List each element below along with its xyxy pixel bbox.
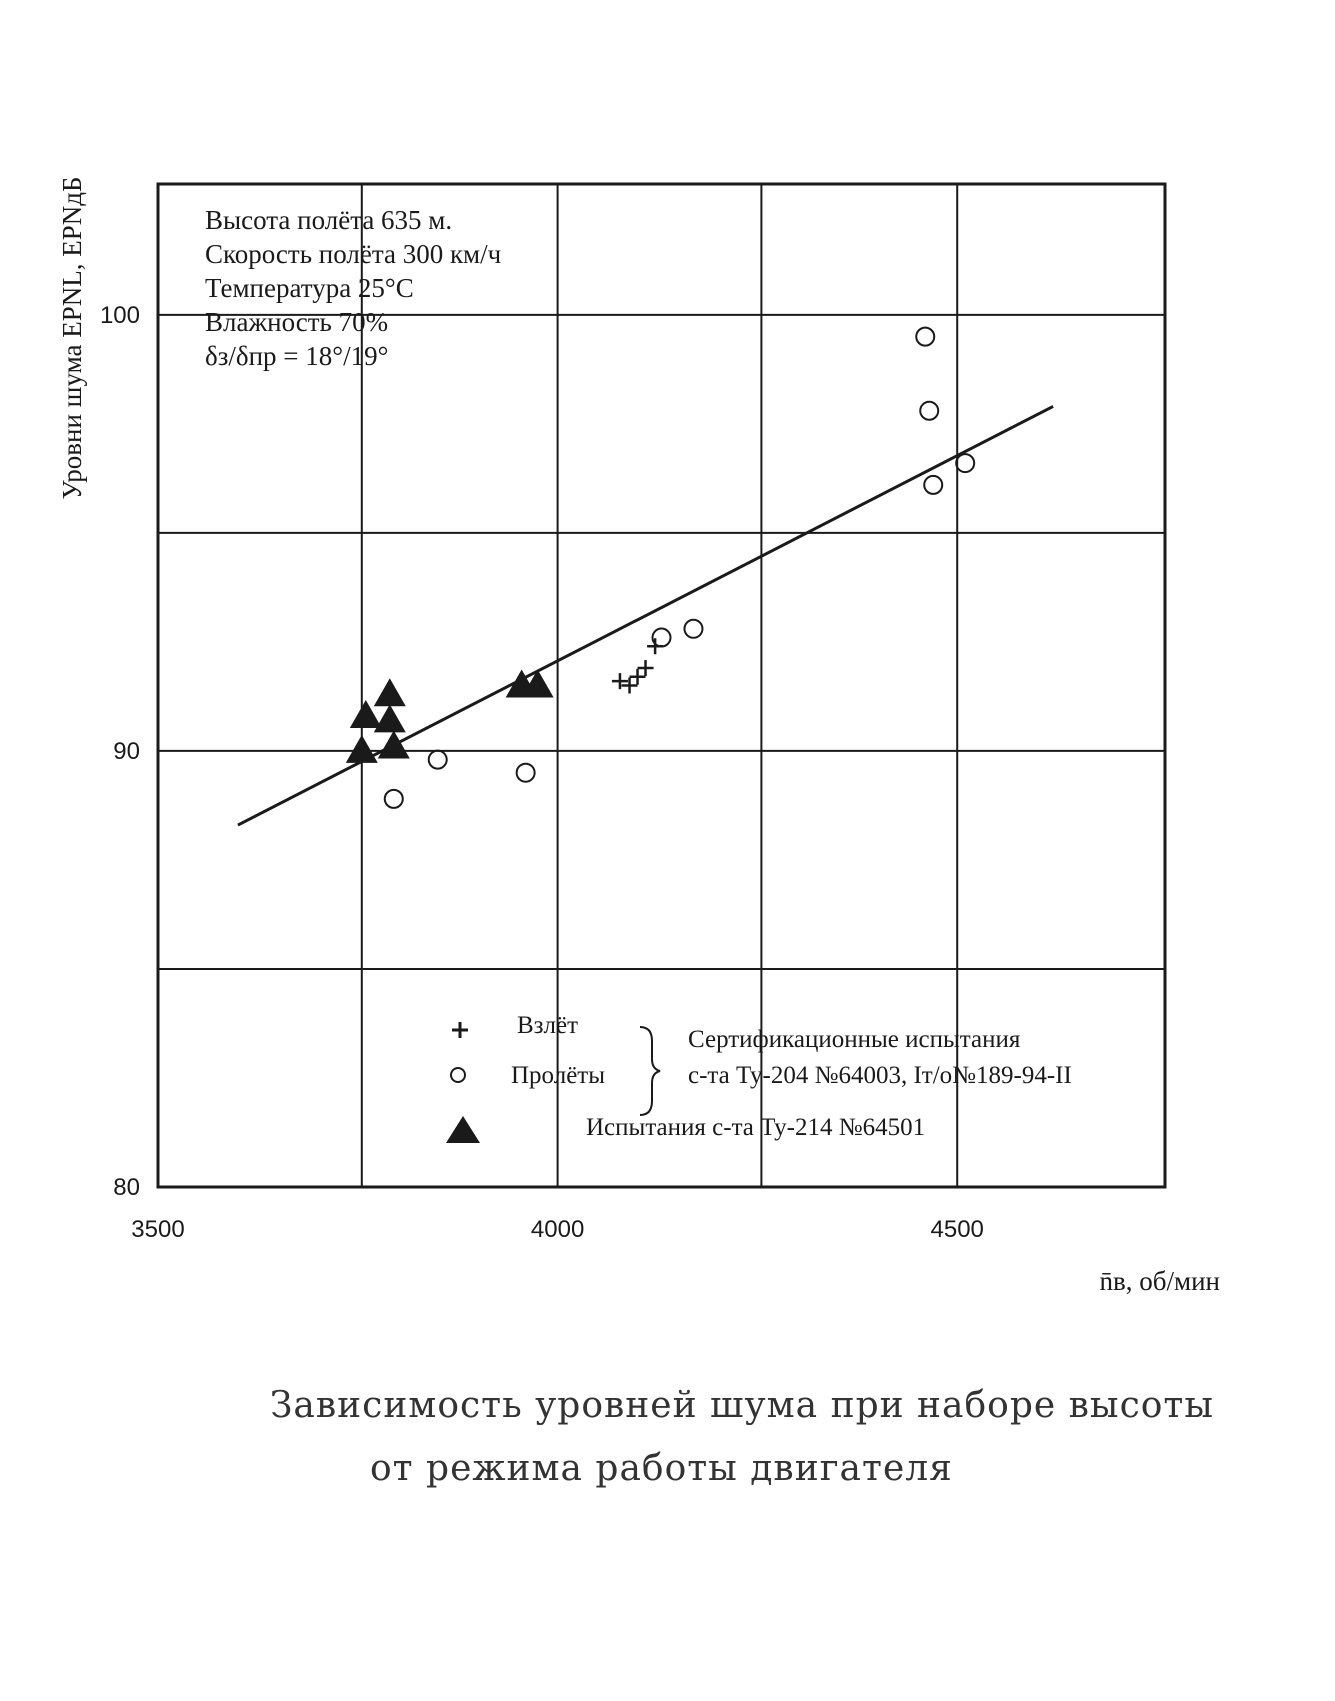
- legend-brace: [640, 1027, 660, 1115]
- x-tick-label: 4500: [930, 1216, 984, 1243]
- series-line: [238, 406, 1053, 825]
- x-tick-label: 3500: [131, 1216, 185, 1243]
- caption-line-1: Зависимость уровней шума при наборе высоты: [270, 1385, 1214, 1426]
- condition-temperature: Температура 25°С: [205, 273, 414, 303]
- legend-circle-marker: [451, 1068, 465, 1082]
- conditions-block: [205, 205, 501, 371]
- flyover-point: [920, 402, 938, 420]
- legend-flyover-label: Пролёты: [511, 1062, 606, 1089]
- flyover-point: [653, 629, 671, 647]
- x-tick-label: 4000: [530, 1216, 585, 1243]
- tick-labels: [100, 302, 984, 1243]
- legend-triangle-marker: [446, 1116, 480, 1143]
- legend-tu214-label: Испытания с-та Ту-214 №64501: [586, 1114, 926, 1141]
- y-tick-label: 90: [113, 737, 140, 765]
- takeoff-point: [638, 660, 654, 676]
- y-tick-label: 80: [113, 1174, 140, 1201]
- legend-brace-line1: Сертификационные испытания: [688, 1026, 1021, 1053]
- legend-takeoff-label: Взлёт: [517, 1012, 579, 1039]
- trend-line: [238, 406, 1053, 825]
- legend: [446, 1012, 1072, 1143]
- flyover-point: [517, 764, 535, 782]
- flyover-point: [385, 790, 403, 808]
- flyover-point: [956, 454, 974, 472]
- legend-brace-line2: с-та Ту-204 №64003, Iт/о№189-94-II: [688, 1062, 1072, 1089]
- condition-altitude: Высота полёта 635 м.: [205, 205, 453, 235]
- tu214-point: [346, 735, 378, 763]
- condition-humidity: Влажность 70%: [205, 307, 389, 337]
- flyover-point: [924, 476, 942, 494]
- legend-plus-marker: [452, 1022, 468, 1038]
- flyover-point: [916, 328, 934, 346]
- y-tick-label: 100: [99, 301, 140, 329]
- flyover-point: [684, 620, 702, 638]
- tu214-point: [374, 704, 406, 732]
- takeoff-point: [630, 669, 646, 685]
- condition-speed: Скорость полёта 300 км/ч: [205, 239, 502, 269]
- tu214-point: [374, 678, 406, 706]
- x-axis-label: n̄в, об/мин: [1099, 1266, 1220, 1296]
- series-plus: [612, 638, 663, 693]
- caption-line-2: от режима работы двигателя: [370, 1448, 953, 1489]
- y-axis-label: Уровни шума EPNL, EPNдБ: [57, 176, 87, 500]
- condition-flaps: δз/δпр = 18°/19°: [205, 341, 389, 371]
- series-circle: [385, 328, 974, 808]
- flyover-point: [429, 751, 447, 769]
